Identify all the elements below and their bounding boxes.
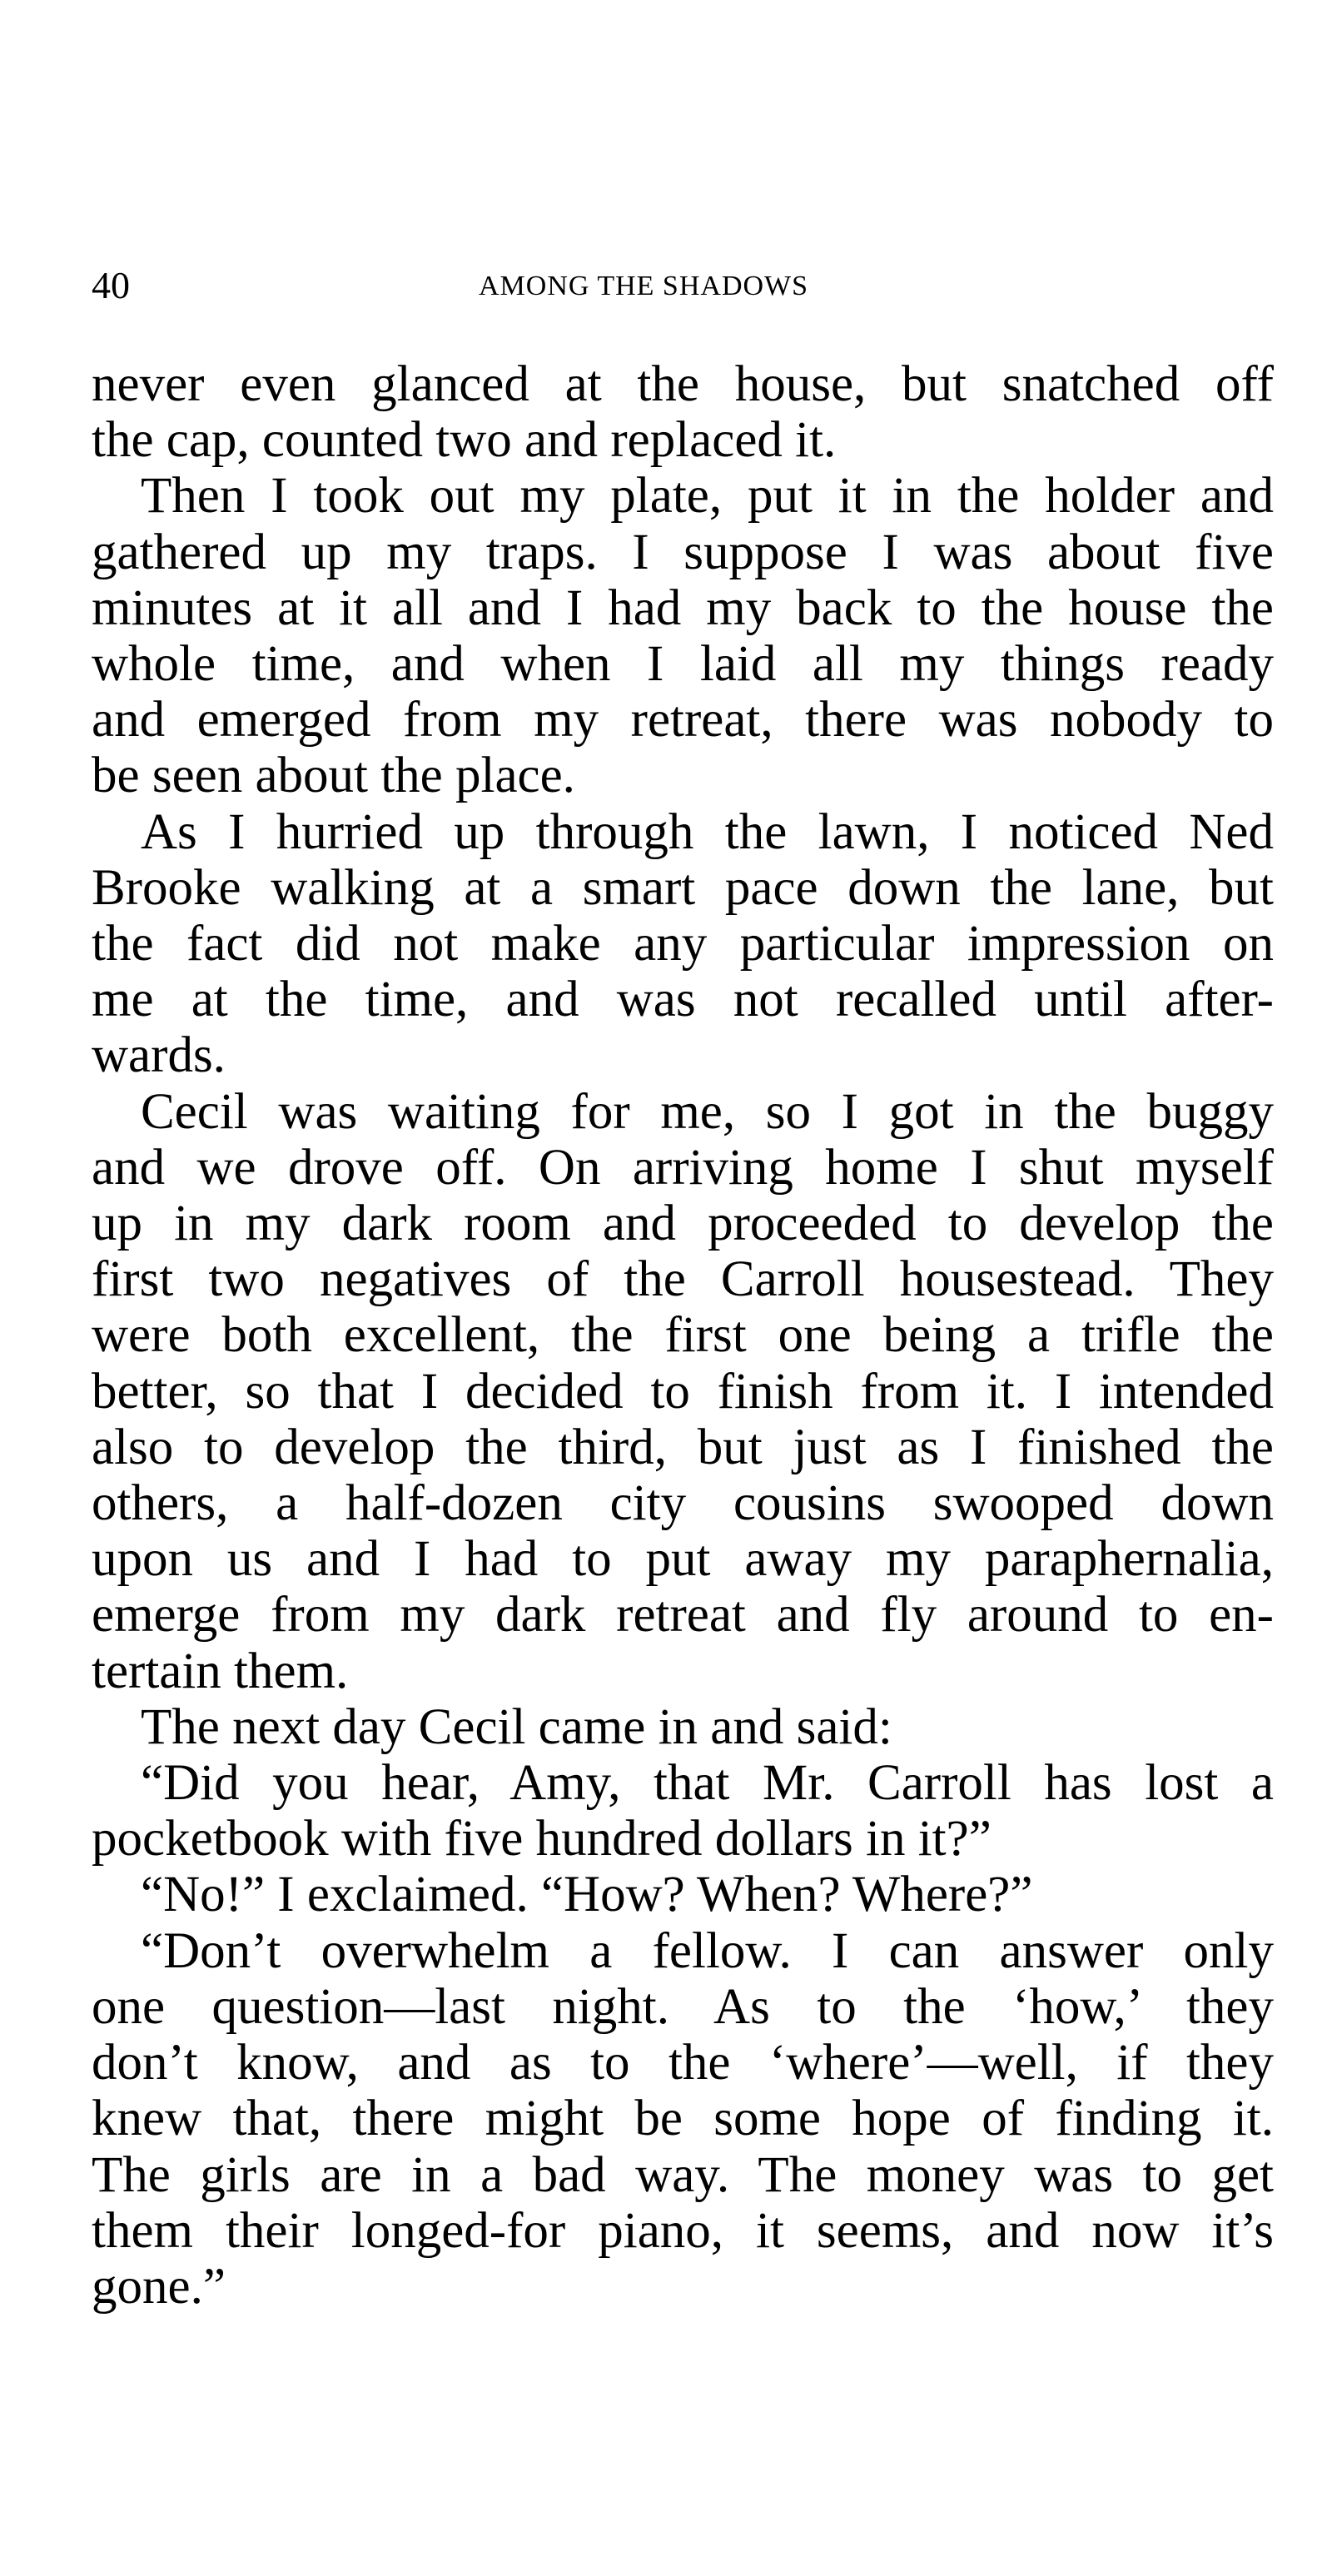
text-line: others, a half-dozen city cousins swooped down	[92, 1475, 1274, 1532]
text-line: emerge from my dark retreat and fly around to en-	[92, 1587, 1274, 1644]
text-line: the fact did not make any particular impression on	[92, 916, 1274, 972]
text-line: the cap, counted two and replaced it.	[92, 412, 837, 469]
text-line: whole time, and when I laid all my things ready	[92, 636, 1274, 693]
text-line: never even glanced at the house, but snatched off	[92, 356, 1274, 412]
text-line: and emerged from my retreat, there was nobody to	[92, 692, 1274, 748]
text-line: upon us and I had to put away my paraphernalia,	[92, 1531, 1274, 1588]
text-line: As I hurried up through the lawn, I noticed Ned	[141, 803, 1274, 860]
text-line: The next day Cecil came in and said:	[141, 1698, 892, 1755]
text-line: up in my dark room and proceeded to develop the	[92, 1196, 1274, 1252]
text-line: don’t know, and as to the ‘where’—well, if they	[92, 2035, 1274, 2091]
text-line: Brooke walking at a smart pace down the lane, but	[92, 859, 1274, 916]
text-line: one question—last night. As to the ‘how,’ they	[92, 1978, 1274, 2035]
text-line: wards.	[92, 1027, 226, 1084]
text-line: and we drove off. On arriving home I shut myself	[92, 1139, 1274, 1196]
text-line: me at the time, and was not recalled until after-	[92, 972, 1274, 1028]
text-line: “Don’t overwhelm a fellow. I can answer only	[141, 1922, 1274, 1979]
text-line: tertain them.	[92, 1643, 349, 1699]
text-line: “Did you hear, Amy, that Mr. Carroll has lost a	[141, 1755, 1274, 1812]
text-line: pocketbook with five hundred dollars in it?”	[92, 1811, 992, 1867]
text-line: gathered up my traps. I suppose I was about five	[92, 524, 1274, 580]
text-line: The girls are in a bad way. The money was to get	[92, 2146, 1274, 2203]
text-line: gone.”	[92, 2258, 226, 2315]
text-line: better, so that I decided to finish from it. I intended	[92, 1363, 1274, 1420]
text-line: first two negatives of the Carroll housestead. They	[92, 1251, 1274, 1308]
running-head	[92, 265, 1274, 306]
text-line: also to develop the third, but just as I finished the	[92, 1419, 1274, 1475]
text-line: minutes at it all and I had my back to the house the	[92, 579, 1274, 636]
running-title: AMONG THE SHADOWS	[479, 271, 809, 301]
text-line: Then I took out my plate, put it in the holder and	[141, 468, 1274, 525]
page-number: 40	[92, 264, 130, 306]
body-text	[92, 356, 1274, 2315]
text-line: Cecil was waiting for me, so I got in the buggy	[141, 1083, 1274, 1140]
text-line: were both excellent, the first one being a trifle the	[92, 1307, 1274, 1364]
text-line: them their longed-for piano, it seems, and now it’s	[92, 2202, 1274, 2259]
text-line: “No!” I exclaimed. “How? When? Where?”	[141, 1867, 1033, 1923]
text-line: knew that, there might be some hope of finding it.	[92, 2091, 1274, 2147]
text-line: be seen about the place.	[92, 748, 575, 804]
